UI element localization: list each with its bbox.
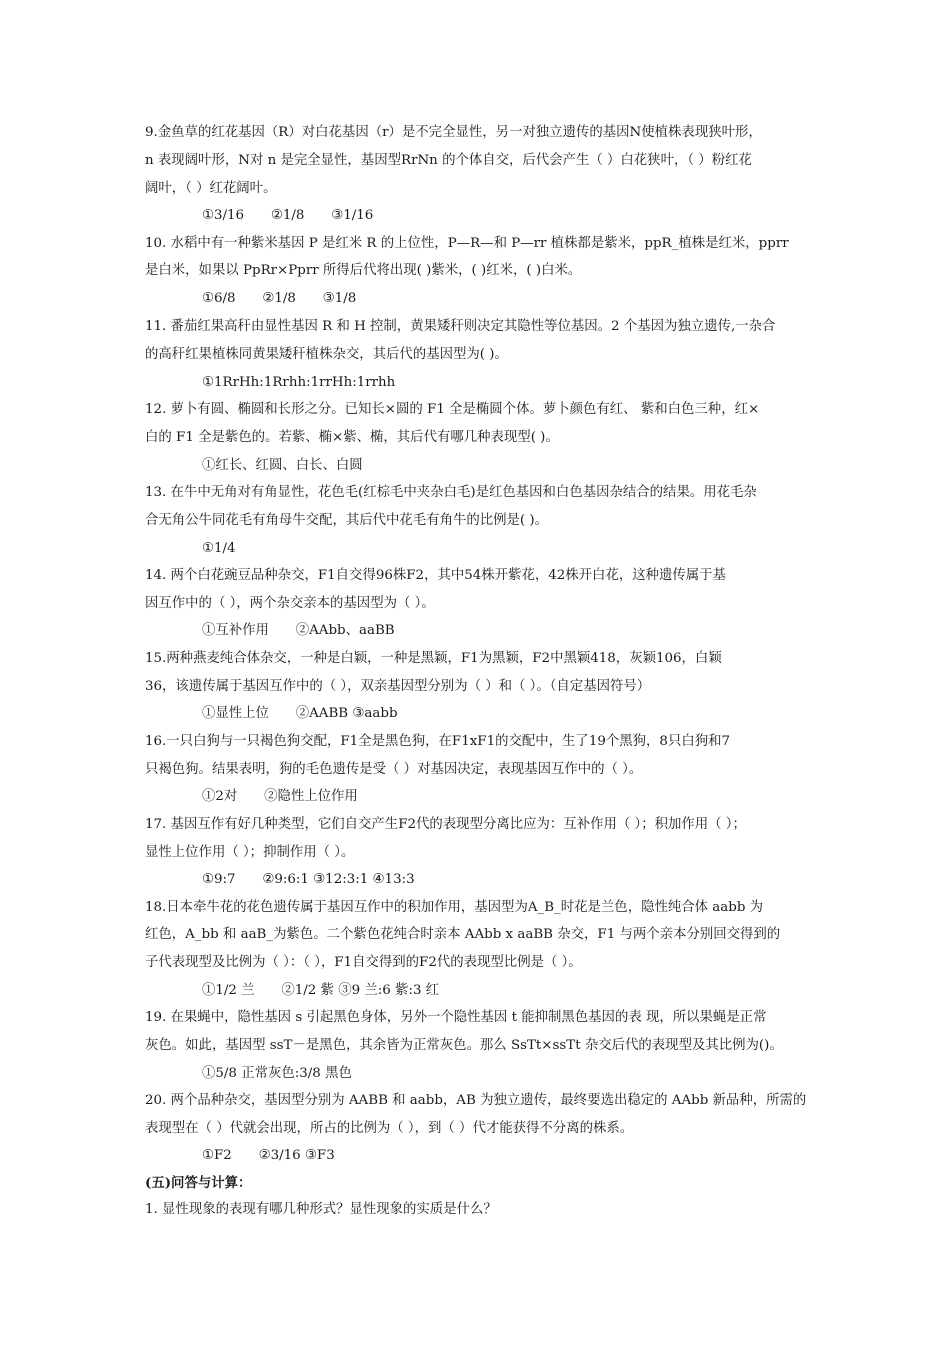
question-10-line-2: 是白米，如果以 PpRr×Pprr 所得后代将出现( )紫米，( )红米，( )白米。 (145, 263, 582, 278)
answer-9: ①3/16 ②1/8 ③1/16 (202, 208, 374, 223)
question-15-line-2: 36，该遗传属于基因互作中的（ ），双亲基因型分别为（ ）和（ ）。（自定基因符号） (145, 679, 651, 694)
question-13-line-2: 合无角公牛同花毛有角母牛交配，其后代中花毛有角牛的比例是( )。 (145, 513, 549, 528)
question-17-line-2: 显性上位作用（ ）；抑制作用（ ）。 (145, 845, 355, 860)
question-17-line-1: 17. 基因互作有好几种类型，它们自交产生F2代的表现型分离比应为：互补作用（ ）；积加作用（ ）； (145, 817, 746, 832)
question-12-line-2: 白的 F1 全是紫色的。若紫、椭×紫、椭，其后代有哪几种表现型( )。 (145, 430, 559, 445)
question-20-line-2: 表现型在（ ）代就会出现，所占的比例为（ ），到（ ）代才能获得不分离的株系。 (145, 1121, 634, 1136)
question-11-line-2: 的高秆红果植株同黄果矮秆植株杂交，其后代的基因型为( )。 (145, 347, 508, 362)
question-19-line-1: 19. 在果蝇中，隐性基因 s 引起黑色身体，另外一个隐性基因 t 能抑制黑色基因的表 现，所以果蝇是正常 (145, 1010, 767, 1025)
question-14-line-1: 14. 两个白花豌豆品种杂交，F1自交得96株F2，其中54株开紫花，42株开白花，这种遗传属于基 (145, 568, 726, 583)
question-19-line-2: 灰色。如此，基因型 ssT－是黑色，其余皆为正常灰色。那么 SsTt×ssTt 杂交后代的表现型及其比例为()。 (145, 1038, 783, 1053)
question-10-line-1: 10. 水稻中有一种紫米基因 P 是红米 R 的上位性，P—R—和 P—rr 植株都是紫米，ppR_植株是红米，pprr (145, 236, 789, 251)
question-18-line-1: 18.日本牵牛花的花色遗传属于基因互作中的积加作用，基因型为A_B_时花是兰色，隐性纯合体 aabb 为 (145, 900, 764, 915)
answer-20: ①F2 ②3/16 ③F3 (202, 1148, 335, 1163)
answer-19: ①5/8 正常灰色:3/8 黑色 (202, 1066, 352, 1081)
question-11-line-1: 11. 番茄红果高秆由显性基因 R 和 H 控制，黄果矮秆则决定其隐性等位基因。2 个基因为独立遗传,一杂合 (145, 319, 776, 334)
answer-16: ①2对 ②隐性上位作用 (202, 789, 358, 804)
question-18-line-3: 子代表现型及比例为（ ）：（ ），F1自交得到的F2代的表现型比例是（ ）。 (145, 955, 582, 970)
answer-12: ①红长、红圆、白长、白圆 (202, 458, 363, 473)
answer-13: ①1/4 (202, 541, 236, 556)
answer-17: ①9:7 ②9:6:1 ③12:3:1 ④13:3 (202, 872, 415, 887)
question-16-line-2: 只褐色狗。结果表明，狗的毛色遗传是受（ ）对基因决定，表现基因互作中的（ ）。 (145, 762, 643, 777)
question-13-line-1: 13. 在牛中无角对有角显性，花色毛(红棕毛中夹杂白毛)是红色基因和白色基因杂结合的结果。用花毛杂 (145, 485, 757, 500)
question-9-line-1: 9.金鱼草的红花基因（R）对白花基因（r）是不完全显性，另一对独立遗传的基因N使植株表现狭叶形， (145, 125, 762, 140)
answer-10: ①6/8 ②1/8 ③1/8 (202, 291, 357, 306)
essay-question-1: 1. 显性现象的表现有哪几种形式？显性现象的实质是什么？ (145, 1202, 497, 1217)
answer-14: ①互补作用 ②AAbb、aaBB (202, 623, 395, 638)
answer-15: ①显性上位 ②AABB ③aabb (202, 706, 398, 721)
answer-11: ①1RrHh:1Rrhh:1rrHh:1rrhh (202, 375, 396, 390)
answer-18: ①1/2 兰 ②1/2 紫 ③9 兰:6 紫:3 红 (202, 983, 440, 998)
question-9-line-2: n 表现阔叶形，N对 n 是完全显性，基因型RrNn 的个体自交，后代会产生（ ）白花狭叶，（ ）粉红花 (145, 153, 752, 168)
question-12-line-1: 12. 萝卜有圆、椭圆和长形之分。已知长×圆的 F1 全是椭圆个体。萝卜颜色有红、 紫和白色三种，红× (145, 402, 760, 417)
question-18-line-2: 红色，A_bb 和 aaB_为紫色。二个紫色花纯合时亲本 AAbb x aaBB 杂交，F1 与两个亲本分别回交得到的 (145, 927, 781, 942)
question-14-line-2: 因互作中的（ ），两个杂交亲本的基因型为（ ）。 (145, 596, 435, 611)
section-heading: (五)问答与计算： (145, 1175, 252, 1191)
question-9-line-3: 阔叶，（ ）红花阔叶。 (145, 181, 277, 196)
question-15-line-1: 15.两种燕麦纯合体杂交，一种是白颖，一种是黑颖，F1为黑颖，F2中黑颖418，灰颖106，白颖 (145, 651, 722, 666)
question-16-line-1: 16.一只白狗与一只褐色狗交配，F1全是黑色狗，在F1xF1的交配中，生了19个黑狗，8只白狗和7 (145, 734, 731, 749)
question-20-line-1: 20. 两个品种杂交，基因型分别为 AABB 和 aabb，AB 为独立遗传，最终要选出稳定的 AAbb 新品种，所需的 (145, 1093, 807, 1108)
